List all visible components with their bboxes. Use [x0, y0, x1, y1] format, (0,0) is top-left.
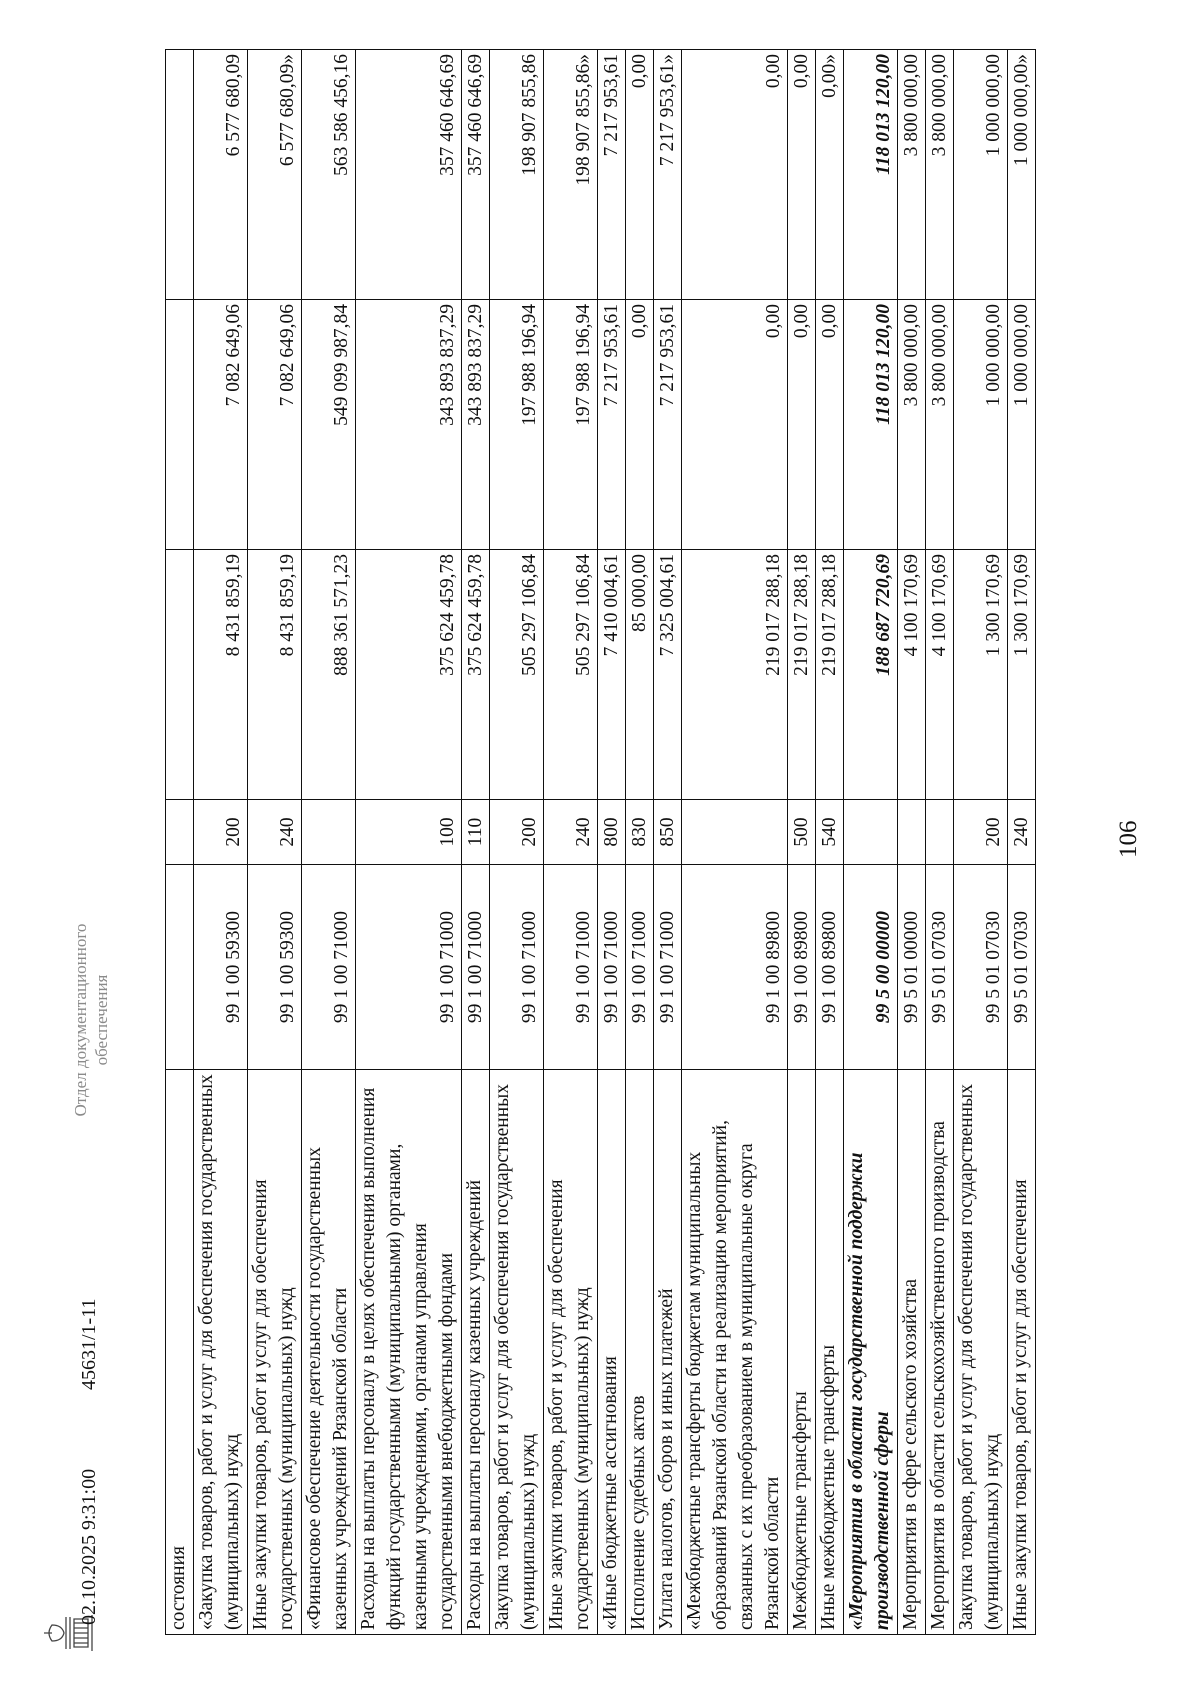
row-name: Закупка товаров, работ и услуг для обеспечения государственных (муниципальных) нужд — [954, 1070, 1008, 1635]
row-name: Мероприятия в сфере сельского хозяйства — [898, 1070, 926, 1635]
row-value-2026: 343 893 837,29 — [462, 300, 490, 550]
row-value-2027: 0,00 — [682, 50, 788, 300]
row-value-2025: 8 431 859,19 — [194, 550, 248, 800]
department-stamp — [70, 890, 112, 1150]
row-value-2027: 357 460 646,69 — [462, 50, 490, 300]
row-kvr: 240 — [1008, 800, 1036, 865]
row-value-2025: 505 297 106,84 — [490, 550, 544, 800]
row-value-2026: 7 217 953,61 — [654, 300, 682, 550]
row-value-2027: 357 460 646,69 — [356, 50, 462, 300]
row-code: 99 1 00 71000 — [462, 865, 490, 1070]
row-code: 99 5 01 07030 — [926, 865, 954, 1070]
row-value-2025: 4 100 170,69 — [898, 550, 926, 800]
row-value-2027: 7 217 953,61» — [654, 50, 682, 300]
row-value-2027: 563 586 456,16 — [302, 50, 356, 300]
row-value-2027: 0,00 — [788, 50, 816, 300]
row-kvr — [682, 800, 788, 865]
row-value-2025: 188 687 720,69 — [844, 550, 898, 800]
row-value-2026: 197 988 196,94 — [490, 300, 544, 550]
row-value-2026: 7 082 649,06 — [248, 300, 302, 550]
budget-table — [165, 49, 1036, 1635]
row-value-2026: 197 988 196,94 — [544, 300, 598, 550]
table-row — [544, 50, 598, 1635]
row-kvr — [926, 800, 954, 865]
row-value-2026: 549 099 987,84 — [302, 300, 356, 550]
row-code — [166, 865, 194, 1070]
row-value-2025: 1 300 170,69 — [1008, 550, 1036, 800]
row-code: 99 5 00 00000 — [844, 865, 898, 1070]
row-value-2026: 1 000 000,00 — [1008, 300, 1036, 550]
table-row — [788, 50, 816, 1635]
row-value-2025: 505 297 106,84 — [544, 550, 598, 800]
stamp-line-1: Отдел документационного — [71, 923, 90, 1117]
table-row — [898, 50, 926, 1635]
row-kvr: 850 — [654, 800, 682, 865]
table-row — [194, 50, 248, 1635]
row-value-2025: 219 017 288,18 — [682, 550, 788, 800]
table-row — [356, 50, 462, 1635]
row-code: 99 1 00 71000 — [490, 865, 544, 1070]
row-code: 99 5 01 07030 — [954, 865, 1008, 1070]
row-value-2027: 7 217 953,61 — [598, 50, 626, 300]
row-value-2027: 3 800 000,00 — [926, 50, 954, 300]
row-value-2026: 7 217 953,61 — [598, 300, 626, 550]
row-value-2025: 7 410 004,61 — [598, 550, 626, 800]
table-row — [166, 50, 194, 1635]
row-value-2025: 7 325 004,61 — [654, 550, 682, 800]
table-row — [462, 50, 490, 1635]
stamp-line-2: обеспечения — [92, 974, 111, 1066]
row-code: 99 1 00 71000 — [302, 865, 356, 1070]
budget-table-body — [166, 50, 1036, 1635]
row-value-2027: 3 800 000,00 — [898, 50, 926, 300]
row-kvr: 200 — [954, 800, 1008, 865]
row-name: «Иные бюджетные ассигнования — [598, 1070, 626, 1635]
row-name: Межбюджетные трансферты — [788, 1070, 816, 1635]
row-value-2026: 7 082 649,06 — [194, 300, 248, 550]
row-name: Расходы на выплаты персоналу в целях обеспечения выполнения функций государственными (муниципальными) органами, казенными учреждениями, органами управления государственными внебюджетными фондами — [356, 1070, 462, 1635]
page-number: 106 — [1115, 820, 1142, 858]
row-value-2025: 219 017 288,18 — [816, 550, 844, 800]
table-row — [654, 50, 682, 1635]
row-name: «Межбюджетные трансферты бюджетам муниципальных образований Рязанской области на реализацию мероприятий, связанных с их преобразованием в муниципальные округа Рязанской области — [682, 1070, 788, 1635]
row-code: 99 1 00 59300 — [248, 865, 302, 1070]
row-value-2025: 219 017 288,18 — [788, 550, 816, 800]
row-name: Иные закупки товаров, работ и услуг для обеспечения государственных (муниципальных) нужд — [544, 1070, 598, 1635]
table-row — [926, 50, 954, 1635]
row-name: Мероприятия в области сельскохозяйственного производства — [926, 1070, 954, 1635]
row-code: 99 1 00 71000 — [654, 865, 682, 1070]
row-value-2026: 3 800 000,00 — [898, 300, 926, 550]
row-kvr: 500 — [788, 800, 816, 865]
row-value-2025: 4 100 170,69 — [926, 550, 954, 800]
row-value-2027: 198 907 855,86 — [490, 50, 544, 300]
row-value-2026 — [166, 300, 194, 550]
row-name: Уплата налогов, сборов и иных платежей — [654, 1070, 682, 1635]
row-kvr: 110 — [462, 800, 490, 865]
row-code: 99 5 01 00000 — [898, 865, 926, 1070]
row-code: 99 1 00 59300 — [194, 865, 248, 1070]
row-value-2026: 3 800 000,00 — [926, 300, 954, 550]
row-value-2025: 8 431 859,19 — [248, 550, 302, 800]
table-row — [626, 50, 654, 1635]
row-name: Иные закупки товаров, работ и услуг для обеспечения государственных (муниципальных) нужд — [248, 1070, 302, 1635]
row-value-2027: 6 577 680,09» — [248, 50, 302, 300]
footer-doc-number: 45631/1-11 — [78, 1298, 100, 1390]
row-kvr — [898, 800, 926, 865]
row-value-2025: 85 000,00 — [626, 550, 654, 800]
row-kvr: 200 — [194, 800, 248, 865]
row-name: Иные межбюджетные трансферты — [816, 1070, 844, 1635]
row-code: 99 1 00 89800 — [788, 865, 816, 1070]
row-code: 99 1 00 71000 — [544, 865, 598, 1070]
table-row — [844, 50, 898, 1635]
row-code: 99 1 00 89800 — [682, 865, 788, 1070]
row-name: «Финансовое обеспечение деятельности государственных казенных учреждений Рязанской области — [302, 1070, 356, 1635]
row-value-2025 — [166, 550, 194, 800]
row-value-2026: 0,00 — [788, 300, 816, 550]
row-code: 99 1 00 71000 — [626, 865, 654, 1070]
table-row — [598, 50, 626, 1635]
row-value-2027 — [166, 50, 194, 300]
row-value-2027: 198 907 855,86» — [544, 50, 598, 300]
row-kvr — [166, 800, 194, 865]
row-kvr: 100 — [356, 800, 462, 865]
row-value-2027: 1 000 000,00 — [954, 50, 1008, 300]
row-kvr: 540 — [816, 800, 844, 865]
row-value-2026: 118 013 120,00 — [844, 300, 898, 550]
row-value-2025: 888 361 571,23 — [302, 550, 356, 800]
table-row — [302, 50, 356, 1635]
row-value-2027: 0,00 — [626, 50, 654, 300]
row-name: «Мероприятия в области государственной поддержки производственной сферы — [844, 1070, 898, 1635]
row-kvr: 240 — [544, 800, 598, 865]
row-value-2025: 375 624 459,78 — [356, 550, 462, 800]
table-row — [248, 50, 302, 1635]
table-row — [816, 50, 844, 1635]
row-value-2025: 375 624 459,78 — [462, 550, 490, 800]
footer-date: 02.10.2025 9:31:00 — [78, 1468, 100, 1625]
table-row — [1008, 50, 1036, 1635]
row-value-2026: 0,00 — [816, 300, 844, 550]
row-value-2026: 343 893 837,29 — [356, 300, 462, 550]
row-kvr — [302, 800, 356, 865]
row-value-2026: 0,00 — [626, 300, 654, 550]
row-code: 99 1 00 89800 — [816, 865, 844, 1070]
row-code: 99 1 00 71000 — [598, 865, 626, 1070]
row-value-2027: 0,00» — [816, 50, 844, 300]
row-kvr: 800 — [598, 800, 626, 865]
row-kvr: 830 — [626, 800, 654, 865]
row-name: Исполнение судебных актов — [626, 1070, 654, 1635]
row-value-2026: 0,00 — [682, 300, 788, 550]
row-value-2027: 1 000 000,00» — [1008, 50, 1036, 300]
row-kvr: 240 — [248, 800, 302, 865]
row-value-2027: 118 013 120,00 — [844, 50, 898, 300]
row-code: 99 5 01 07030 — [1008, 865, 1036, 1070]
row-name: «Закупка товаров, работ и услуг для обеспечения государственных (муниципальных) нужд — [194, 1070, 248, 1635]
table-row — [954, 50, 1008, 1635]
row-kvr: 200 — [490, 800, 544, 865]
row-name: состояния — [166, 1070, 194, 1635]
row-name: Расходы на выплаты персоналу казенных учреждений — [462, 1070, 490, 1635]
row-value-2027: 6 577 680,09 — [194, 50, 248, 300]
row-name: Иные закупки товаров, работ и услуг для обеспечения — [1008, 1070, 1036, 1635]
row-kvr — [844, 800, 898, 865]
row-value-2025: 1 300 170,69 — [954, 550, 1008, 800]
table-row — [490, 50, 544, 1635]
row-value-2026: 1 000 000,00 — [954, 300, 1008, 550]
table-row — [682, 50, 788, 1635]
row-code: 99 1 00 71000 — [356, 865, 462, 1070]
row-name: Закупка товаров, работ и услуг для обеспечения государственных (муниципальных) нужд — [490, 1070, 544, 1635]
